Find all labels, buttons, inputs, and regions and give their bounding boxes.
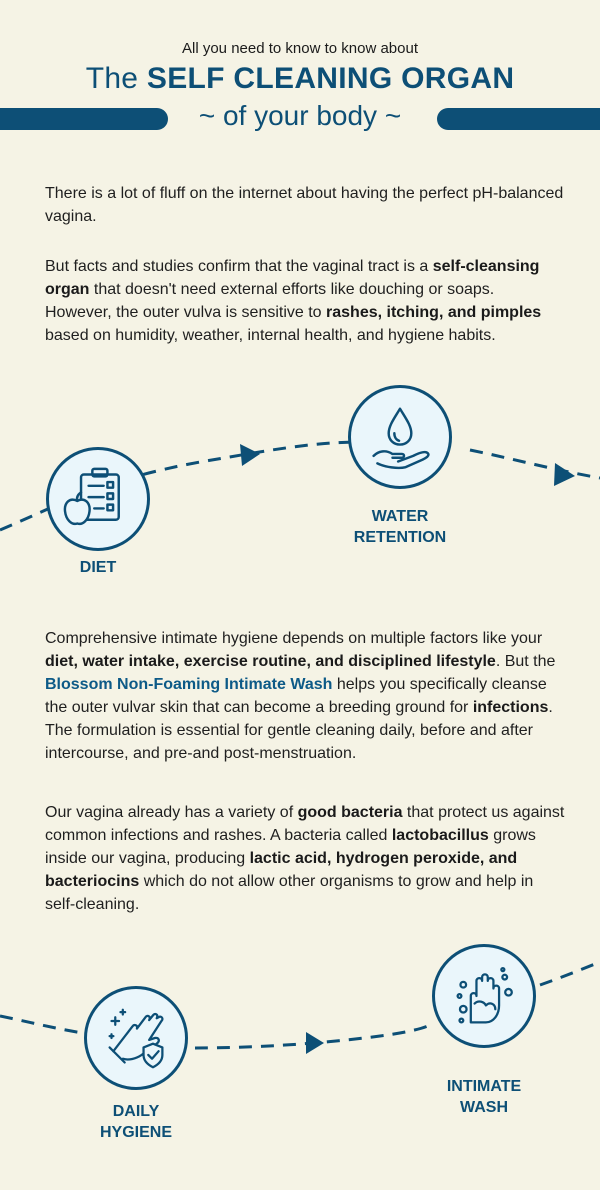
bold-text: self-cleansing organ <box>45 258 540 298</box>
arrow-head <box>306 1032 324 1054</box>
title-prefix: The <box>85 62 147 95</box>
paragraph-intro: There is a lot of fluff on the internet about having the perfect pH-balanced vagina. <box>45 185 564 225</box>
intro-text: All you need to know to know about <box>182 40 418 57</box>
label-line: INTIMATE <box>446 1078 522 1095</box>
hand-shield-sparkle-icon <box>87 989 185 1087</box>
bold-text: rashes, itching, and pimples <box>326 304 542 321</box>
label-line: HYGIENE <box>99 1124 172 1141</box>
title-bold: SELF CLEANING ORGAN <box>146 62 515 95</box>
text: that protect us against common infections and rashes. A bacteria called <box>45 804 565 844</box>
text: which do not allow other organisms to grow and help in self-cleaning. <box>45 873 534 913</box>
text: grows inside our vagina, producing <box>45 827 536 867</box>
daily-hygiene-circle <box>84 986 188 1090</box>
diet-label: DIET <box>79 559 117 576</box>
bold-text: diet, water intake, exercise routine, and disciplined lifestyle <box>45 653 496 670</box>
label-line: WATER <box>371 508 429 525</box>
label-line: WASH <box>460 1099 508 1116</box>
text: Comprehensive intimate hygiene depends on multiple factors like your <box>45 630 543 647</box>
text: based on humidity, weather, internal health, and hygiene habits. <box>45 327 496 344</box>
text: . But the <box>495 653 556 670</box>
bold-text: good bacteria <box>297 804 403 821</box>
bold-text: lactic acid, hydrogen peroxide, and bacteriocins <box>45 850 518 890</box>
intimate-wash-label <box>414 1076 554 1118</box>
daily-hygiene-label <box>76 1101 196 1143</box>
text: Our vagina already has a variety of <box>45 804 298 821</box>
brand-name: Blossom Non-Foaming Intimate Wash <box>45 676 333 693</box>
hand-bubbles-icon <box>435 947 533 1045</box>
label-line: RETENTION <box>353 529 447 546</box>
text: that doesn't need external efforts like douching or soaps. However, the outer vulva is sensitive to <box>45 281 495 321</box>
text: helps you specifically cleanse the outer vulvar skin that can become a breeding ground for <box>45 676 547 716</box>
label-line: DAILY <box>112 1103 160 1120</box>
intimate-wash-circle <box>432 944 536 1048</box>
text: . The formulation is essential for gentle cleaning daily, before and after intercourse, and pre-and post-menstruation. <box>45 699 553 762</box>
bold-text: lactobacillus <box>391 827 489 844</box>
bold-text: infections <box>472 699 549 716</box>
text: But facts and studies confirm that the vaginal tract is a <box>45 258 433 275</box>
page-subtitle: ~ of your body ~ <box>198 100 402 131</box>
